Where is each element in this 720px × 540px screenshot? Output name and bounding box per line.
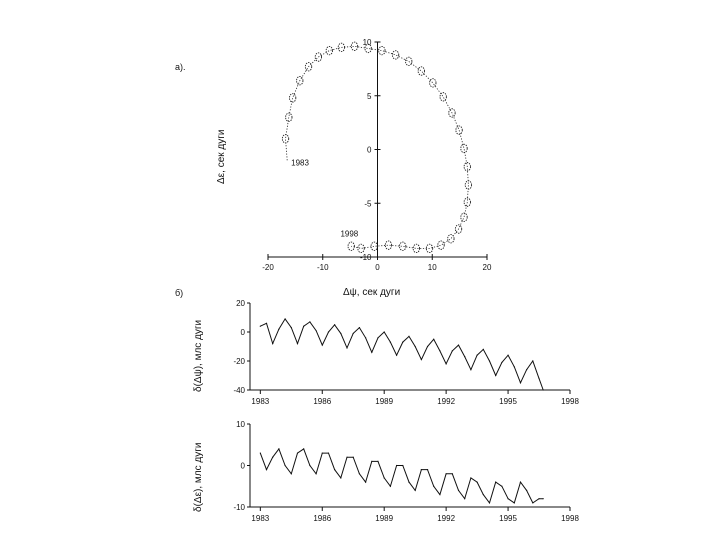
chart-b1-point [439, 350, 440, 351]
chart-a-loop [351, 42, 357, 50]
chart-b2-point [408, 482, 409, 483]
chart-a-loop [438, 241, 444, 249]
chart-b2-x-tick-label: 1986 [313, 514, 332, 523]
chart-b1-point [297, 343, 298, 344]
chart-b1-point [408, 336, 409, 337]
chart-b2-point [501, 486, 502, 487]
chart-a-loop [456, 126, 462, 134]
chart-a-loop [289, 94, 295, 102]
chart-b2-point [334, 469, 335, 470]
chart-b2-point [446, 473, 447, 474]
chart-a-x-tick-label: 10 [427, 263, 437, 272]
chart-b2-point [514, 502, 515, 503]
chart-a-y-tick-label: 0 [367, 145, 372, 155]
chart-b1-point [260, 326, 261, 327]
chart-b2-point [543, 498, 544, 499]
chart-b2-point [433, 486, 434, 487]
chart-b1-y-tick-label: -40 [233, 386, 245, 395]
chart-b2-point [390, 486, 391, 487]
chart-b2-x-tick-label: 1995 [499, 514, 517, 523]
chart-b2-point [278, 448, 279, 449]
chart-b2-point [309, 465, 310, 466]
chart-b1-point [309, 321, 310, 322]
chart-b2-point [315, 473, 316, 474]
chart-b1-point [396, 355, 397, 356]
chart-b1-point [371, 352, 372, 353]
chart-b2-point [402, 465, 403, 466]
chart-b2-y-axis-label: δ(Δε), млс дуги [193, 442, 204, 512]
chart-b2-y-tick-label: 0 [240, 461, 245, 471]
chart-b1-x-tick-label: 1995 [499, 397, 517, 406]
chart-b2-point [303, 448, 304, 449]
chart-b1-point [421, 359, 422, 360]
chart-a-x-axis-label: Δψ, сек дуги [343, 287, 401, 298]
chart-a-loop [461, 144, 467, 152]
chart-b1-point [458, 344, 459, 345]
chart-a-loop [399, 242, 405, 250]
chart-b1-point [377, 337, 378, 338]
chart-a-loop [406, 57, 412, 65]
chart-b2-point [365, 482, 366, 483]
chart-b2-y-tick-label: 10 [236, 420, 245, 429]
chart-a-y-tick-label: -10 [359, 253, 372, 262]
chart-b1-point [402, 342, 403, 343]
chart-b2-point [452, 473, 453, 474]
chart-a-x-tick-label: -20 [262, 263, 274, 272]
chart-b1-point [476, 355, 477, 356]
chart-b1-point [501, 362, 502, 363]
chart-b1-point [433, 339, 434, 340]
chart-b1-y-tick-label: -20 [233, 357, 245, 366]
chart-b1-point [284, 318, 285, 319]
chart-b2-point [520, 482, 521, 483]
chart-b1-point [514, 366, 515, 367]
chart-a-loop [413, 244, 419, 252]
chart-b2-point [377, 461, 378, 462]
chart-b1-point [543, 389, 544, 390]
chart-b1-point [452, 350, 453, 351]
chart-b2-point [384, 477, 385, 478]
chart-b1-x-tick-label: 1983 [251, 397, 270, 406]
chart-b2-point [322, 452, 323, 453]
chart-b1-point [334, 324, 335, 325]
chart-b1-point [346, 347, 347, 348]
chart-a-loop [465, 181, 471, 189]
chart-b1-x-tick-label: 1989 [375, 397, 394, 406]
chart-b1-point [390, 342, 391, 343]
chart-b1-x-tick-label: 1998 [561, 397, 579, 406]
chart-b1-point [384, 331, 385, 332]
chart-a-loop [282, 135, 288, 143]
chart-a-trajectory [286, 46, 469, 248]
chart-b1-point [353, 333, 354, 334]
chart-b2-point [507, 498, 508, 499]
chart-b2-point [415, 490, 416, 491]
chart-b2-point [495, 482, 496, 483]
chart-b1-point [328, 331, 329, 332]
chart-b2-point [458, 490, 459, 491]
chart-b2-point [291, 473, 292, 474]
chart-a-loop [326, 46, 332, 54]
chart-b1-point [532, 360, 533, 361]
chart-a-loop [286, 113, 292, 121]
chart-b2-point [371, 461, 372, 462]
panel-label-b: б) [175, 288, 184, 298]
chart-a-loop [430, 79, 436, 87]
chart-b2-point [476, 482, 477, 483]
chart-b1-point [470, 369, 471, 370]
chart-b1-y-tick-label: 0 [240, 328, 245, 337]
chart-a-y-tick-label: 5 [367, 91, 372, 101]
chart-b2-point [470, 477, 471, 478]
chart-b2-point [464, 498, 465, 499]
chart-b2-point [297, 452, 298, 453]
chart-a-x-tick-label: 20 [482, 263, 492, 272]
chart-b2-point [272, 457, 273, 458]
panel-label-a: а). [175, 62, 186, 72]
chart-b2-x-tick-label: 1983 [251, 514, 270, 523]
chart-b1-point [538, 378, 539, 379]
chart-b2-point [266, 469, 267, 470]
chart-b1-y-axis-label: δ(Δψ), млс дуги [193, 319, 204, 392]
chart-b2-point [489, 502, 490, 503]
chart-b1-y-tick-label: 20 [236, 299, 245, 308]
chart-b1-point [507, 355, 508, 356]
chart-b2-x-tick-label: 1998 [561, 514, 579, 523]
chart-b2-point [483, 494, 484, 495]
chart-a-loop [440, 93, 446, 101]
chart-b2-x-tick-label: 1992 [437, 514, 456, 523]
chart-b-eps-residuals [233, 420, 579, 523]
chart-b1-point [415, 346, 416, 347]
chart-b1-x-tick-label: 1986 [313, 397, 332, 406]
chart-b2-point [260, 452, 261, 453]
chart-b1-point [303, 326, 304, 327]
chart-b1-point [322, 344, 323, 345]
chart-b1-point [427, 346, 428, 347]
chart-b1-point [483, 349, 484, 350]
chart-b1-point [365, 337, 366, 338]
chart-b1-point [278, 329, 279, 330]
chart-b1-series-line [260, 319, 543, 390]
chart-b2-series-line [260, 449, 543, 503]
chart-b2-x-tick-label: 1989 [375, 514, 394, 523]
chart-b2-point [532, 502, 533, 503]
chart-b2-y-tick-label: -10 [233, 503, 245, 512]
chart-b1-point [526, 369, 527, 370]
chart-a-x-tick-label: -10 [316, 263, 329, 272]
chart-a-loop [448, 235, 454, 243]
chart-b1-point [272, 343, 273, 344]
chart-b1-point [446, 363, 447, 364]
chart-a-loop [418, 67, 424, 75]
chart-a-x-tick-label: 0 [375, 263, 380, 272]
chart-a-loop [392, 51, 398, 59]
chart-a-nutation-loop [262, 38, 492, 272]
chart-a-y-tick-label: -5 [364, 199, 372, 209]
chart-b2-point [439, 494, 440, 495]
chart-a-annotation: 1983 [291, 158, 309, 168]
chart-a-y-tick-label: 10 [362, 38, 372, 47]
chart-b2-point [526, 490, 527, 491]
chart-b2-point [328, 452, 329, 453]
chart-b2-point [353, 457, 354, 458]
chart-a-y-axis-label: Δε, сек дуги [216, 129, 227, 184]
chart-b2-point [427, 469, 428, 470]
chart-b2-point [538, 498, 539, 499]
chart-a-loop [379, 46, 385, 54]
chart-b1-point [520, 382, 521, 383]
chart-b1-point [359, 327, 360, 328]
chart-b2-point [340, 477, 341, 478]
chart-b2-point [421, 469, 422, 470]
chart-b1-point [315, 330, 316, 331]
chart-b1-point [495, 375, 496, 376]
chart-b1-point [464, 356, 465, 357]
chart-a-loop [358, 244, 364, 252]
chart-b2-point [284, 465, 285, 466]
chart-b2-point [396, 465, 397, 466]
chart-b1-point [340, 333, 341, 334]
chart-b2-point [359, 473, 360, 474]
chart-b1-point [291, 327, 292, 328]
chart-b1-point [489, 360, 490, 361]
chart-b1-x-tick-label: 1992 [437, 397, 456, 406]
chart-b-psi-residuals [233, 299, 579, 406]
chart-b1-point [266, 323, 267, 324]
chart-a-loop [461, 213, 467, 221]
chart-a-annotation: 1998 [340, 229, 359, 239]
chart-b2-point [346, 457, 347, 458]
